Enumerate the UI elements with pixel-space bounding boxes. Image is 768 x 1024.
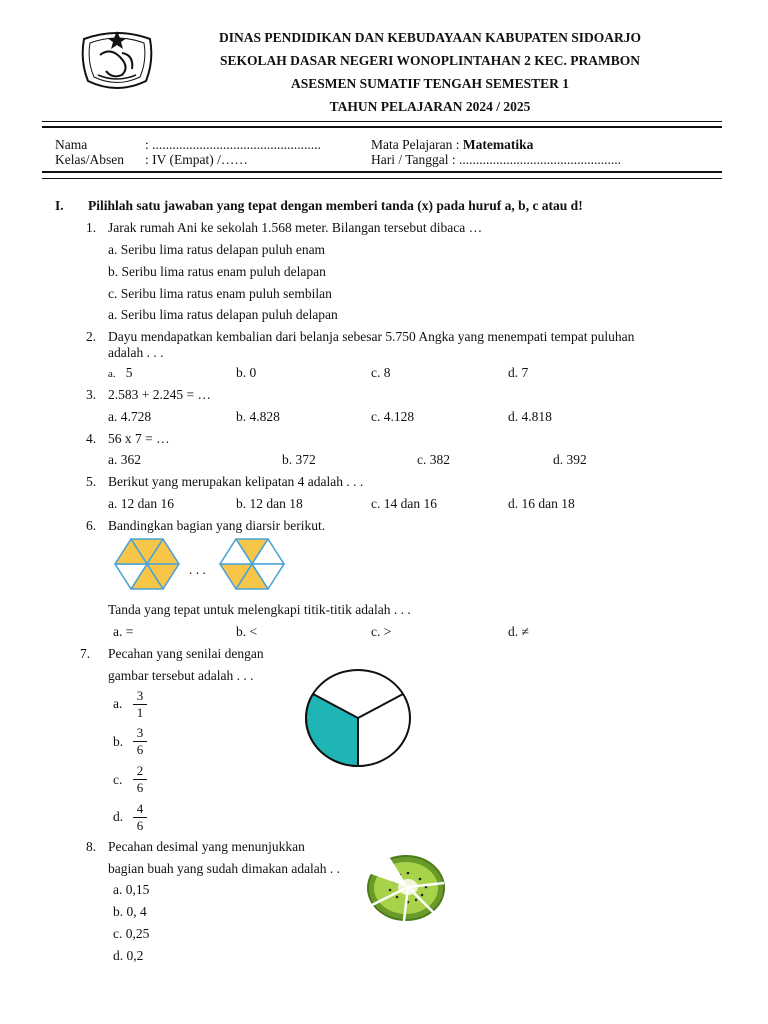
q4-text: 56 x 7 = … bbox=[108, 431, 170, 446]
q2-option-a-value: 5 bbox=[125, 365, 133, 380]
header-agency: DINAS PENDIDIKAN DAN KEBUDAYAAN KABUPATEN SIDOARJO bbox=[219, 30, 641, 45]
q5-option-c[interactable]: c. 14 dan 16 bbox=[371, 496, 437, 511]
q2-text-line2: adalah . . . bbox=[108, 345, 164, 360]
q4-option-d[interactable]: d. 392 bbox=[553, 452, 587, 467]
nama-label: Nama bbox=[55, 137, 88, 152]
q5-option-b[interactable]: b. 12 dan 18 bbox=[236, 496, 303, 511]
q1-text: Jarak rumah Ani ke sekolah 1.568 meter. Bilangan tersebut dibaca … bbox=[108, 220, 483, 235]
q5-option-d[interactable]: d. 16 dan 18 bbox=[508, 496, 575, 511]
q6-text: Bandingkan bagian yang diarsir berikut. bbox=[108, 518, 326, 533]
q1-option-b[interactable]: b. Seribu lima ratus enam puluh delapan bbox=[108, 264, 326, 279]
q8-text-line1: Pecahan desimal yang menunjukkan bbox=[108, 839, 305, 854]
q2-option-a[interactable] bbox=[108, 365, 133, 381]
nama-field[interactable]: : .................................................. bbox=[145, 137, 321, 152]
q1-option-d[interactable]: a. Seribu lima ratus delapan puluh delapan bbox=[108, 307, 338, 322]
q7-option-d-fraction bbox=[133, 802, 147, 833]
header-rule-thick bbox=[42, 126, 722, 128]
header-assessment: ASESMEN SUMATIF TENGAH SEMESTER 1 bbox=[290, 76, 570, 91]
q3-option-b[interactable]: b. 4.828 bbox=[236, 409, 280, 424]
sidoarjo-logo bbox=[76, 25, 158, 97]
q8-option-d[interactable]: d. 0,2 bbox=[113, 948, 144, 963]
q7-option-b-numerator: 3 bbox=[136, 725, 144, 740]
q6-comparison-dots: . . . bbox=[189, 562, 206, 577]
circle-thirds-figure bbox=[303, 667, 413, 769]
mapel-label: Mata Pelajaran : bbox=[371, 137, 463, 152]
q8-option-a[interactable]: a. 0,15 bbox=[113, 882, 150, 897]
q2-option-c[interactable]: c. 8 bbox=[371, 365, 391, 380]
q5-text: Berikut yang merupakan kelipatan 4 adalah . . . bbox=[108, 474, 364, 489]
q1-option-c[interactable]: c. Seribu lima ratus enam puluh sembilan bbox=[108, 286, 332, 301]
identity-rule-thick bbox=[42, 171, 722, 173]
q7-option-c-denominator: 6 bbox=[136, 780, 144, 795]
q2-option-d[interactable]: d. 7 bbox=[508, 365, 529, 380]
q3-text: 2.583 + 2.245 = … bbox=[108, 387, 211, 402]
identity-rule-thin bbox=[42, 178, 722, 179]
q6-option-a[interactable]: a. = bbox=[113, 624, 134, 639]
header-rule-thin bbox=[42, 121, 722, 122]
q6-option-d[interactable]: d. ≠ bbox=[508, 624, 529, 639]
q6-prompt: Tanda yang tepat untuk melengkapi titik-titik adalah . . . bbox=[108, 602, 411, 617]
section-instruction: Pilihlah satu jawaban yang tepat dengan memberi tanda (x) pada huruf a, b, c atau d! bbox=[88, 198, 583, 213]
q7-option-d[interactable]: d. bbox=[113, 809, 124, 824]
header-year: TAHUN PELAJARAN 2024 / 2025 bbox=[329, 99, 531, 114]
header-school: SEKOLAH DASAR NEGERI WONOPLINTAHAN 2 KEC. PRAMBON bbox=[220, 53, 640, 68]
q2-number: 2. bbox=[86, 329, 97, 344]
hari-label: Hari / Tanggal : bbox=[371, 152, 460, 167]
q7-option-b[interactable]: b. bbox=[113, 734, 124, 749]
q4-option-b[interactable]: b. 372 bbox=[282, 452, 316, 467]
q2-option-b[interactable]: b. 0 bbox=[236, 365, 257, 380]
q8-option-b[interactable]: b. 0, 4 bbox=[113, 904, 147, 919]
mapel-row bbox=[371, 137, 533, 153]
q4-option-a[interactable]: a. 362 bbox=[108, 452, 141, 467]
kelas-label: Kelas/Absen bbox=[55, 152, 124, 167]
q2-text-line1: Dayu mendapatkan kembalian dari belanja sebesar 5.750 Angka yang menempati tempat puluhan bbox=[108, 329, 635, 344]
q8-option-c[interactable]: c. 0,25 bbox=[113, 926, 150, 941]
q7-option-c-numerator: 2 bbox=[136, 763, 144, 778]
q7-number: 7. bbox=[80, 646, 91, 661]
q7-option-c-fraction bbox=[133, 764, 147, 795]
hari-row bbox=[371, 152, 621, 168]
q7-option-c[interactable]: c. bbox=[113, 772, 123, 787]
q5-number: 5. bbox=[86, 474, 97, 489]
q3-option-d[interactable]: d. 4.818 bbox=[508, 409, 552, 424]
q7-option-d-numerator: 4 bbox=[136, 801, 144, 816]
q5-option-a[interactable]: a. 12 dan 16 bbox=[108, 496, 174, 511]
section-number: I. bbox=[55, 198, 64, 213]
q3-option-a[interactable]: a. 4.728 bbox=[108, 409, 152, 424]
q3-option-c[interactable]: c. 4.128 bbox=[371, 409, 415, 424]
q7-text-line1: Pecahan yang senilai dengan bbox=[108, 646, 264, 661]
q4-option-c[interactable]: c. 382 bbox=[417, 452, 450, 467]
q6-number: 6. bbox=[86, 518, 97, 533]
q7-option-a[interactable]: a. bbox=[113, 696, 123, 711]
q8-number: 8. bbox=[86, 839, 97, 854]
q7-option-a-numerator: 3 bbox=[136, 688, 144, 703]
kiwi-slices-figure bbox=[364, 853, 448, 923]
q1-option-a[interactable]: a. Seribu lima ratus delapan puluh enam bbox=[108, 242, 326, 257]
q7-option-b-denominator: 6 bbox=[136, 742, 144, 757]
hexagon-right-figure bbox=[219, 537, 285, 591]
q2-option-a-letter: a. bbox=[108, 368, 116, 380]
kelas-field[interactable]: : IV (Empat) /…… bbox=[145, 152, 248, 167]
mapel-value: Matematika bbox=[462, 137, 534, 152]
q7-text-line2: gambar tersebut adalah . . . bbox=[108, 668, 254, 683]
q6-option-b[interactable]: b. < bbox=[236, 624, 258, 639]
q7-option-a-fraction bbox=[133, 689, 147, 720]
q4-number: 4. bbox=[86, 431, 97, 446]
q7-option-b-fraction bbox=[133, 726, 147, 757]
q6-option-c[interactable]: c. > bbox=[371, 624, 392, 639]
hari-field[interactable]: ................................................ bbox=[459, 152, 622, 167]
q8-text-line2: bagian buah yang sudah dimakan adalah . . bbox=[108, 861, 341, 876]
hexagon-left-figure bbox=[114, 537, 180, 591]
q1-number: 1. bbox=[86, 220, 97, 235]
q7-option-a-denominator: 1 bbox=[136, 705, 144, 720]
q7-option-d-denominator: 6 bbox=[136, 818, 144, 833]
q3-number: 3. bbox=[86, 387, 97, 402]
